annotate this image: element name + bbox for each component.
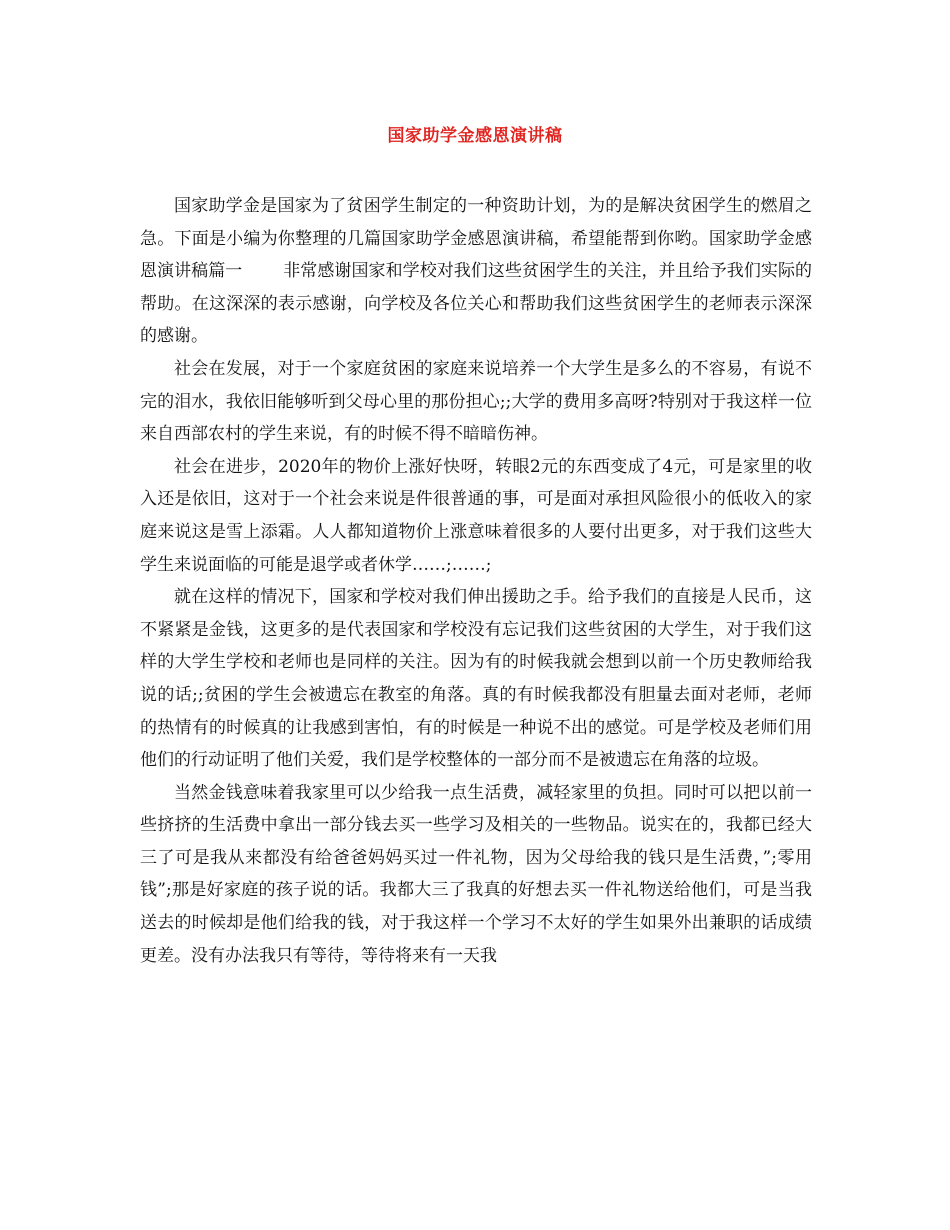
intro-text-a: 国家助学金是国家为了贫困学生制定的一种资助计划，为的是解决贫困学生的燃眉之急。下面是小编为你整理的几篇国家助学金感恩演讲稿，希望能帮到你哟。国家助学金感恩演讲稿篇一 [140, 196, 812, 282]
document-body [140, 190, 812, 972]
intro-paragraph [140, 190, 812, 353]
body-paragraph-4: 当然金钱意味着我家里可以少给我一点生活费，减轻家里的负担。同时可以把以前一些挤挤的生活费中拿出一部分钱去买一些学习及相关的一些物品。说实在的，我都已经大三了可是我从来都没有给爸爸妈妈买过一件礼物，因为父母给我的钱只是生活费，”;零用钱”;那是好家庭的孩子说的话。我都大三了我真的好想去买一件礼物送给他们，可是当我送去的时候却是他们给我的钱，对于我这样一个学习不太好的学生如果外出兼职的话成绩更差。没有办法我只有等待，等待将来有一天我 [140, 782, 812, 966]
body-paragraph-2: 社会在进步，2020年的物价上涨好快呀，转眼2元的东西变成了4元，可是家里的收入还是依旧，这对于一个社会来说是件很普通的事，可是面对承担风险很小的低收入的家庭来说这是雪上添霜。人人都知道物价上涨意味着很多的人要付出更多，对于我们这些大学生来说面临的可能是退学或者休学……;……; [140, 456, 812, 575]
intro-text-b: 非常感谢国家和学校对我们这些贫困学生的关注，并且给予我们实际的帮助。在这深深的表示感谢，向学校及各位关心和帮助我们这些贫困学生的老师表示深深的感谢。 [140, 261, 813, 347]
document-title: 国家助学金感恩演讲稿 [387, 126, 563, 146]
body-paragraph-3: 就在这样的情况下，国家和学校对我们伸出援助之手。给予我们的直接是人民币，这不紧紧是金钱，这更多的是代表国家和学校没有忘记我们这些贫困的大学生，对于我们这样的大学生学校和老师也是同样的关注。因为有的时候我就会想到以前一个历史教师给我说的话;;贫困的学生会被遗忘在教室的角落。真的有时候我都没有胆量去面对老师，老师的热情有的时候真的让我感到害怕，有的时候是一种说不出的感觉。可是学校及老师们用他们的行动证明了他们关爱，我们是学校整体的一部分而不是被遗忘在角落的垃圾。 [140, 587, 812, 771]
body-paragraph-1: 社会在发展，对于一个家庭贫困的家庭来说培养一个大学生是多么的不容易，有说不完的泪水，我依旧能够听到父母心里的那份担心;;大学的费用多高呀?特别对于我这样一位来自西部农村的学生来说，有的时候不得不暗暗伤神。 [140, 358, 812, 445]
